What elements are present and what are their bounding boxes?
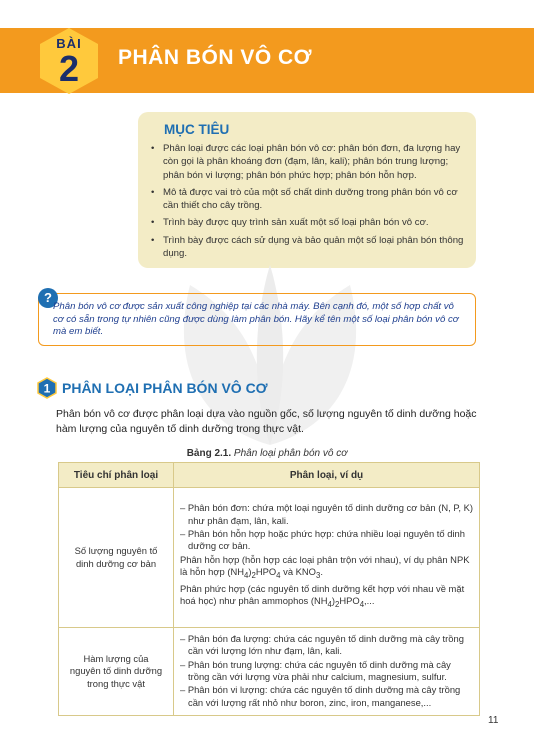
criterion-cell: Hàm lượng của nguyên tố dinh dưỡng trong thực vật — [59, 628, 174, 716]
lesson-title: PHÂN BÓN VÔ CƠ — [118, 46, 313, 69]
objective-item: • Trình bày được cách sử dụng và bảo quản một số loại phân bón thông dụng. — [151, 234, 464, 260]
objective-item: • Trình bày được quy trình sản xuất một số loại phân bón vô cơ. — [151, 217, 429, 229]
question-text: Phân bón vô cơ được sản xuất công nghiệp tại các nhà máy. Bên cạnh đó, một số hợp chất vô cơ có sẵn trong tự nhiên cũng được dùng làm phân bón. Hãy kể tên một số loại phân bón vô cơ mà em biết. — [53, 301, 459, 338]
objectives-title: MỤC TIÊU — [164, 122, 230, 137]
table-header-examples: Phân loại, ví dụ — [174, 463, 480, 488]
page-number: 11 — [488, 715, 499, 726]
table-header-criterion: Tiêu chí phân loại — [59, 463, 174, 488]
lesson-word: BÀI — [56, 36, 82, 51]
ammophos-line: Phân phức hợp (các nguyên tố dinh dưỡng kết hợp với nhau về mặt hoá học) như phân ammophos $(NH_4)_2HPO_4$,... — [180, 583, 465, 610]
table-caption: Bảng 2.1. Phân loại phân bón vô cơ — [186, 448, 348, 459]
classification-table — [58, 462, 480, 716]
section-number: 1 — [43, 381, 51, 396]
lesson-number: 2 — [58, 48, 80, 89]
lesson-header — [0, 28, 534, 93]
section-number-icon — [36, 377, 58, 399]
section-title: PHÂN LOẠI PHÂN BÓN VÔ CƠ — [62, 380, 268, 396]
section-intro: Phân bón vô cơ được phân loại dựa vào nguồn gốc, số lượng nguyên tố dinh dưỡng hoặc hàm lượng của nguyên tố dinh dưỡng trong thực vật. — [56, 408, 477, 435]
criterion-cell: Số lượng nguyên tố dinh dưỡng cơ bản — [59, 488, 174, 628]
table-row — [59, 628, 480, 716]
objectives-list — [148, 142, 468, 264]
objective-item: • Phân loại được các loại phân bón vô cơ: phân bón đơn, đa lượng hay còn gọi là phân khoáng đơn (đạm, lân, kali); phân bón trung lượng; phân bón vi lượng; phân bón phức hợp; phân bón hỗn hợp. — [151, 143, 461, 181]
table-row — [59, 488, 480, 628]
objective-item: • Mô tả được vai trò của một số chất dinh dưỡng trong phân bón vô cơ cần thiết cho cây trồng. — [151, 186, 458, 212]
objectives-box — [138, 112, 476, 268]
question-icon: ? — [38, 288, 58, 308]
table-header-row — [59, 463, 480, 488]
opening-question-box — [38, 290, 476, 346]
npk-line: Phân hỗn hợp (hỗn hợp các loại phân trộn với nhau), ví dụ phân NPK là hỗn hợp $(NH_4)_2HPO_4$ và $KNO_3$. — [180, 553, 470, 580]
examples-cell: – Phân bón đa lượng: chứa các nguyên tố dinh dưỡng mà cây trồng cần với lượng lớn như đạm, lân, kali. – Phân bón trung lượng: chứa các nguyên tố dinh dưỡng mà cây trồng cần với lượng vừa phải như calcium, magnesium, sulfur. – Phân bón vi lượng: chứa các nguyên tố dinh dưỡng mà cây trồng cần với lượng rất nhỏ như boron, zinc, iron, manganese,... — [174, 628, 480, 716]
examples-cell: – Phân bón đơn: chứa một loại nguyên tố dinh dưỡng cơ bản (N, P, K) như phân đạm, lân, kali. – Phân bón hỗn hợp hoặc phức hợp: chứa nhiều loại nguyên tố dinh dưỡng cơ bản. Phân hỗn hợp (hỗn hợp các loại phân trộn với nhau), ví dụ phân NPK là hỗn hợp $(NH_4)_2HPO_4$ và $KNO_3$. Phân phức hợp (các nguyên tố dinh dưỡng kết hợp với nhau về mặt hoá học) như phân ammophos $(NH_4)_2HPO_4$,... — [174, 488, 480, 628]
